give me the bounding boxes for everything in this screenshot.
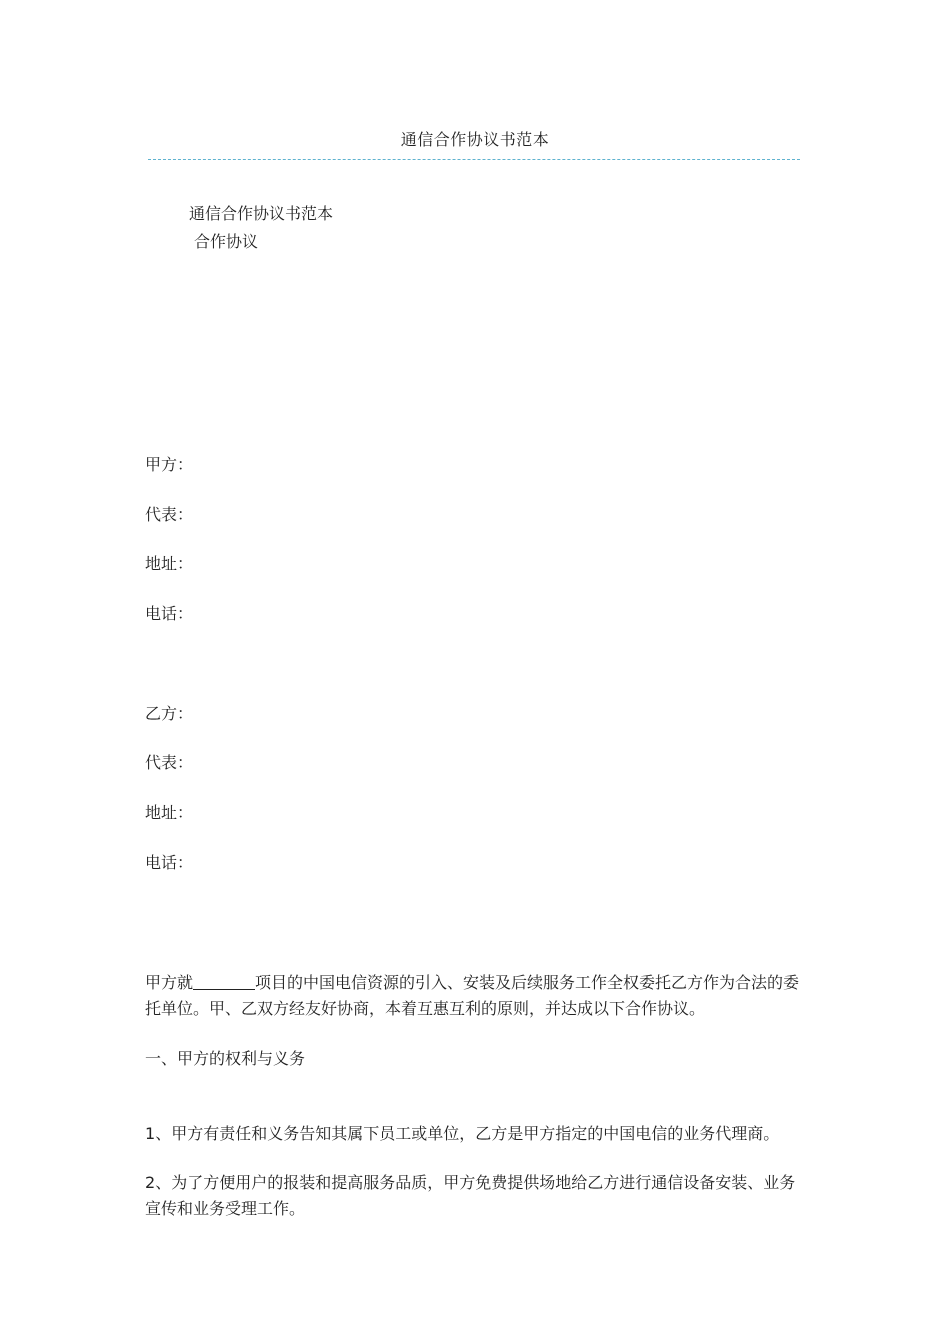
party-b-name-label: 乙方： [145,704,194,723]
document-title: 通信合作协议书范本 [189,204,334,223]
clause-1-number: 1 [145,1124,156,1143]
party-a-phone-label: 电话： [145,604,194,623]
clause-2-text: 、为了方便用户的报装和提高服务品质，甲方免费提供场地给乙方进行通信设备安装、业务宣传和业务受理工作。 [145,1173,796,1218]
intro-paragraph [145,970,810,1022]
document-subtitle: 合作协议 [194,232,259,251]
document-title-block [189,200,333,256]
party-b-address-label: 地址： [145,803,194,822]
intro-prefix: 甲方就 [145,973,194,992]
section-1-heading: 一、甲方的权利与义务 [145,1049,306,1068]
clause-2 [145,1170,810,1222]
clause-1-text: 、甲方有责任和义务告知其属下员工或单位，乙方是甲方指定的中国电信的业务代理商。 [155,1124,780,1143]
party-b-representative-label: 代表： [145,753,194,772]
party-a-name-label: 甲方： [145,455,194,474]
clause-2-number: 2 [145,1173,156,1192]
clause-1 [145,1121,810,1147]
intro-suffix: 项目的中国电信资源的引入、安装及后续服务工作全权委托乙方作为合法的委托单位。甲、乙双方经友好协商，本着互惠互利的原则，并达成以下合作协议。 [145,973,800,1018]
party-a-address-label: 地址： [145,554,194,573]
party-a-representative-label: 代表： [145,505,194,524]
header-divider [148,159,800,160]
project-name-blank [193,973,255,990]
party-b-phone-label: 电话： [145,853,194,872]
page-header-title: 通信合作协议书范本 [400,130,550,149]
